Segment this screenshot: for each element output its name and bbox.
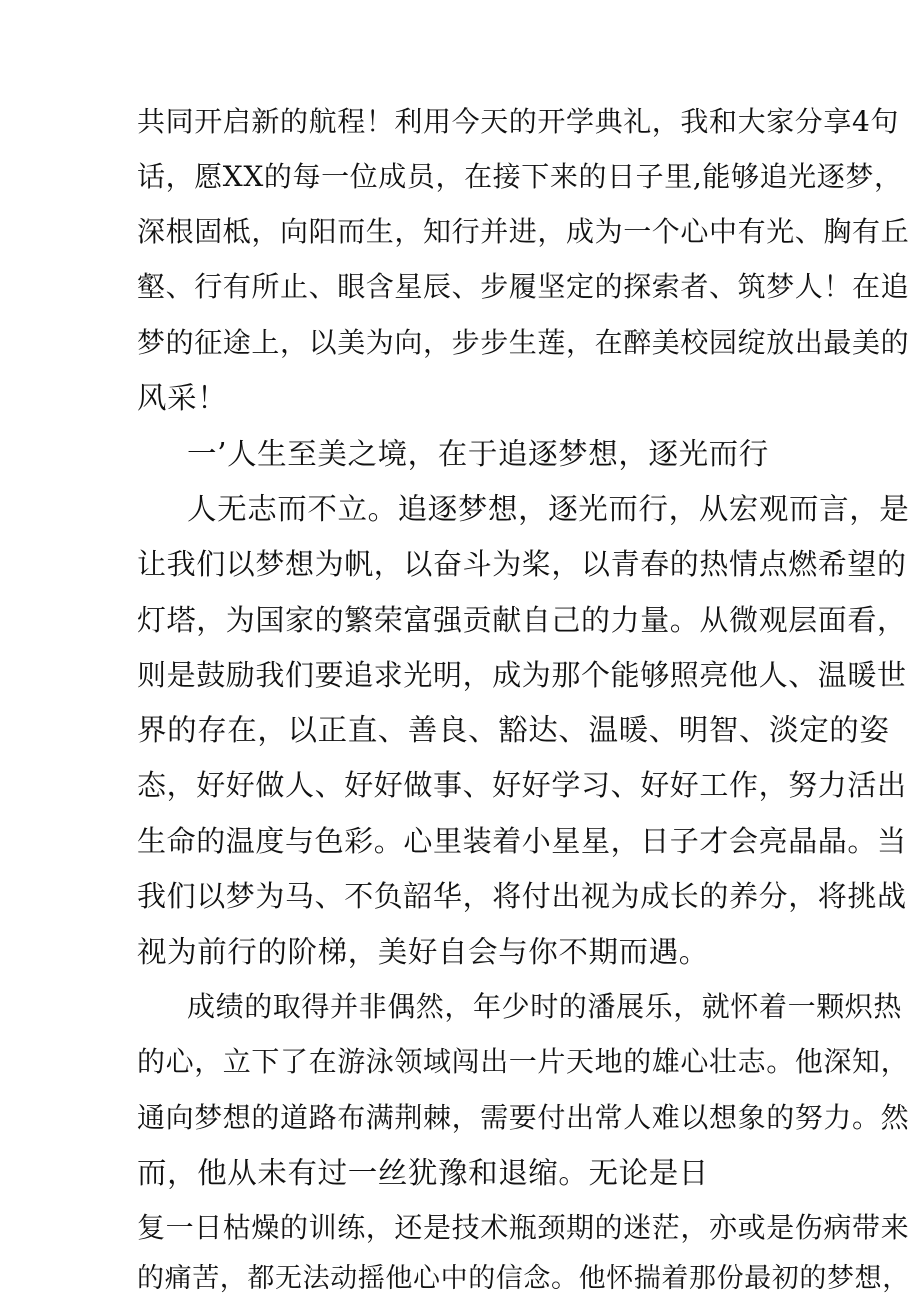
text-line: 生命的温度与色彩。心里装着小星星，日子才会亮晶晶。当 [137, 824, 907, 858]
section-heading: 一’人生至美之境，在于追逐梦想，逐光而行 [187, 437, 769, 471]
text-line: 通向梦想的道路布满荆棘，需要付出常人难以想象的努力。然 [137, 1101, 910, 1134]
text-line: 成绩的取得并非偶然，年少时的潘展乐，就怀着一颗炽热 [187, 990, 903, 1023]
text-line: 的痛苦，都无法动摇他心中的信念。他怀揣着那份最初的梦想， [137, 1263, 910, 1294]
text-line: 而，他从未有过一丝犹豫和退缩。无论是日 [137, 1156, 709, 1190]
text-line: 我们以梦为马、不负韶华，将付出视为成长的养分，将挑战 [137, 879, 907, 913]
text-line: 的心，立下了在游泳领域闯出一片天地的雄心壮志。他深知， [137, 1045, 910, 1078]
text-line: 壑、行有所止、眼含星辰、步履坚定的探索者、筑梦人！在追 [137, 270, 910, 303]
text-line: 则是鼓励我们要追求光明，成为那个能够照亮他人、温暖世 [137, 658, 907, 692]
text-line: 风采！ [137, 381, 228, 415]
text-line: 态，好好做人、好好做事、好好学习、好好工作，努力活出 [137, 768, 907, 802]
text-line: 共同开启新的航程！利用今天的开学典礼，我和大家分享4句 [137, 105, 900, 138]
text-line: 人无志而不立。追逐梦想，逐光而行，从宏观而言，是 [187, 492, 910, 526]
text-line: 灯塔，为国家的繁荣富强贡献自己的力量。从微观层面看， [137, 603, 907, 637]
text-line: 让我们以梦想为帆，以奋斗为桨，以青春的热情点燃希望的 [137, 547, 907, 581]
text-line: 深根固柢，向阳而生，知行并进，成为一个心中有光、胸有丘 [137, 215, 910, 248]
text-line: 复一日枯燥的训练，还是技术瓶颈期的迷茫，亦或是伤病带来 [137, 1211, 910, 1244]
text-line: 话，愿XX的每一位成员，在接下来的日子里,能够追光逐梦， [137, 160, 903, 193]
text-line: 梦的征途上，以美为向，步步生莲，在醉美校园绽放出最美的 [137, 326, 910, 359]
text-line: 界的存在，以正直、善良、豁达、温暖、明智、淡定的姿 [137, 713, 890, 747]
text-line: 视为前行的阶梯，美好自会与你不期而遇。 [137, 935, 709, 969]
